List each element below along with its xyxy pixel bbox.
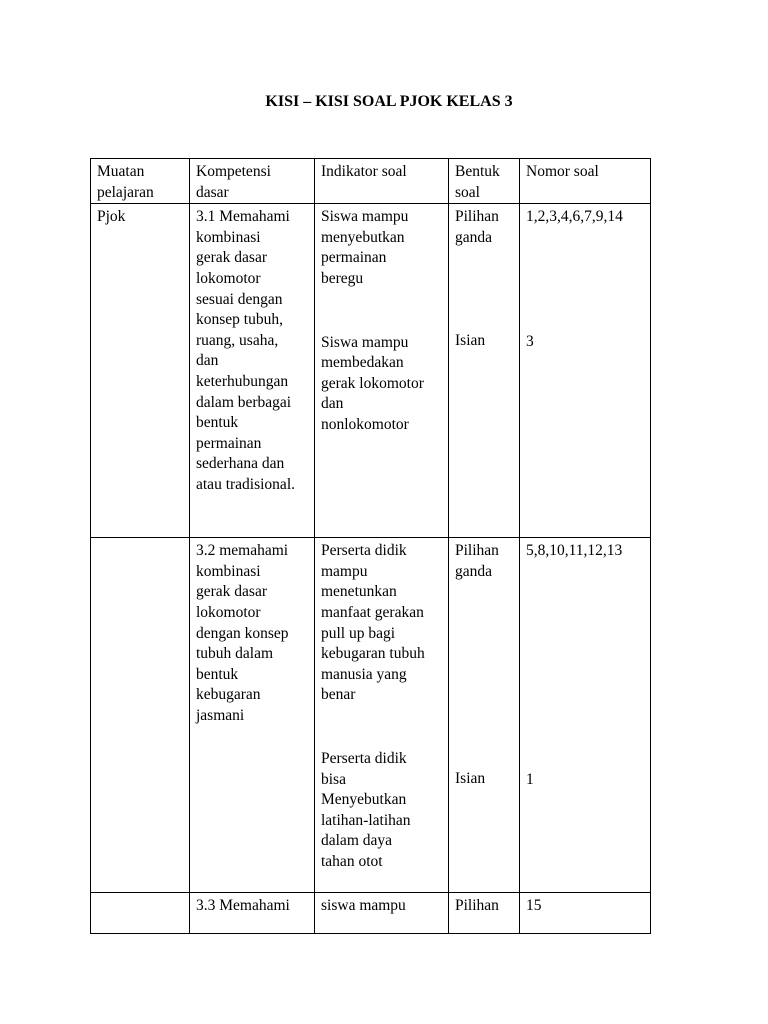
row-bentuk — [449, 538, 520, 893]
bentuk-item: Pilihan ganda — [455, 208, 499, 246]
header-bentuk: Bentuk soal — [449, 159, 520, 204]
nomor-item: 1,2,3,4,6,7,9,14 — [526, 208, 623, 226]
header-muatan: Muatan pelajaran — [91, 159, 190, 204]
row-bentuk — [449, 893, 520, 934]
nomor-item: 1 — [526, 770, 534, 788]
table-row — [91, 538, 651, 893]
row-nomor — [520, 204, 651, 538]
indikator-item: Perserta didik bisa Menyebutkan latihan-latihan dalam daya tahan otot — [321, 749, 411, 870]
row-nomor — [520, 893, 651, 934]
table-header-row — [91, 159, 651, 204]
bentuk-item: Pilihan ganda — [455, 542, 499, 580]
table-row — [91, 893, 651, 934]
indikator-item: Perserta didik mampu menetunkan manfaat gerakan pull up bagi kebugaran tubuh manusia yang benar — [321, 542, 425, 704]
header-nomor: Nomor soal — [520, 159, 651, 204]
row-indikator — [315, 538, 449, 893]
row-kompetensi: 3.3 Memahami — [190, 893, 315, 934]
row-nomor — [520, 538, 651, 893]
row-muatan — [91, 538, 190, 893]
bentuk-item: Isian — [455, 332, 486, 350]
header-indikator: Indikator soal — [315, 159, 449, 204]
nomor-item: 15 — [526, 897, 542, 915]
row-bentuk — [449, 204, 520, 538]
kisi-table — [90, 158, 651, 934]
row-kompetensi: 3.2 memahami kombinasi gerak dasar lokomotor dengan konsep tubuh dalam bentuk kebugaran jasmani — [190, 538, 315, 893]
row-muatan: Pjok — [91, 204, 190, 538]
indikator-item: Siswa mampu menyebutkan permainan beregu — [321, 208, 409, 287]
header-kompetensi: Kompetensi dasar — [190, 159, 315, 204]
indikator-item: siswa mampu — [321, 897, 406, 915]
nomor-item: 5,8,10,11,12,13 — [526, 542, 623, 560]
row-indikator — [315, 893, 449, 934]
row-kompetensi: 3.1 Memahami kombinasi gerak dasar lokomotor sesuai dengan konsep tubuh, ruang, usaha, dan keterhubungan dalam berbagai bentuk permainan sederhana dan atau tradisional. — [190, 204, 315, 538]
bentuk-item: Pilihan — [455, 897, 499, 915]
nomor-item: 3 — [526, 332, 534, 350]
page-title: KISI – KISI SOAL PJOK KELAS 3 — [265, 93, 513, 110]
row-muatan — [91, 893, 190, 934]
indikator-item: Siswa mampu membedakan gerak lokomotor dan nonlokomotor — [321, 333, 424, 433]
row-indikator — [315, 204, 449, 538]
bentuk-item: Isian — [455, 770, 486, 788]
table-row — [91, 204, 651, 538]
